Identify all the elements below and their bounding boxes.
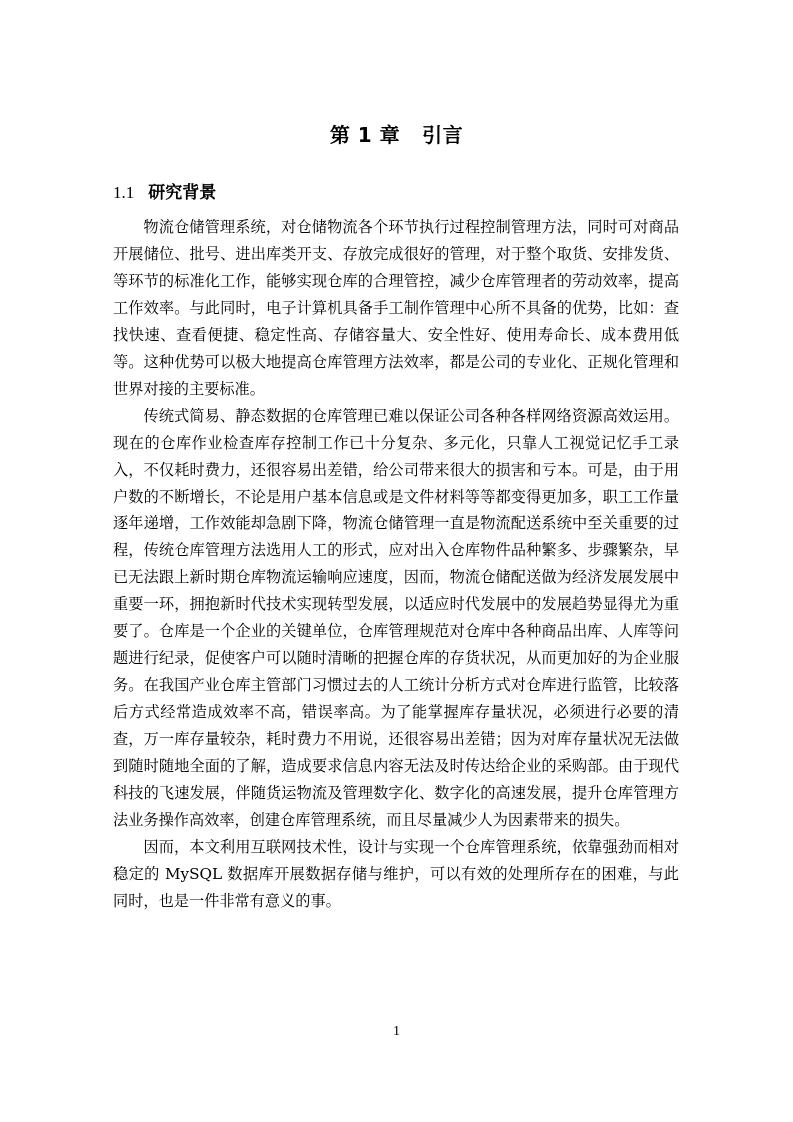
body-text — [113, 214, 679, 915]
paragraph: 传统式简易、静态数据的仓库管理已难以保证公司各种各样网络资源高效运用。现在的仓库作业检查库存控制工作已十分复杂、多元化，只靠人工视觉记忆手工录入，不仅耗时费力，还很容易出差错，给公司带来很大的损害和亏本。可是，由于用户数的不断增长，不论是用户基本信息或是文件材料等等都变得更加多，职工工作量逐年递增，工作效能却急剧下降，物流仓储管理一直是物流配送系统中至关重要的过程，传统仓库管理方法选用人工的形式，应对出入仓库物件品种繁多、步骤繁杂，早已无法跟上新时期仓库物流运输响应速度，因而，物流仓储配送做为经济发展发展中重要一环，拥抱新时代技术实现转型发展，以适应时代发展中的发展趋势显得尤为重要了。仓库是一个企业的关键单位，仓库管理规范对仓库中各种商品出库、人库等问题进行纪录，促使客户可以随时清晰的把握仓库的存货状况，从而更加好的为企业服务。在我国产业仓库主管部门习惯过去的人工统计分析方式对仓库进行监管，比较落后方式经常造成效率不高，错误率高。为了能掌握库存量状况，必须进行必要的清查，万一库存量较杂，耗时费力不用说，还很容易出差错；因为对库存量状况无法做到随时随地全面的了解，造成要求信息内容无法及时传达给企业的采购部。由于现代科技的飞速发展，伴随货运物流及管理数字化、数字化的高速发展，提升仓库管理方法业务操作高效率，创建仓库管理系统，而且尽量减少人为因素带来的损失。 — [113, 406, 679, 829]
page-number: 1 — [393, 1024, 400, 1039]
paragraph: 因而，本文利用互联网技术性，设计与实现一个仓库管理系统，依靠强劲而相对稳定的 MySQL 数据库开展数据存储与维护，可以有效的处理所存在的困难，与此同时，也是一件非常有意义的事。 — [113, 837, 679, 910]
chapter-title — [0, 121, 793, 149]
section-title: 研究背景 — [148, 183, 217, 203]
section-heading — [113, 180, 216, 206]
chapter-name: 引言 — [422, 123, 464, 147]
section-number: 1.1 — [113, 183, 135, 202]
paragraph: 物流仓储管理系统，对仓储物流各个环节执行过程控制管理方法，同时可对商品开展储位、批号、进出库类开支、存放完成很好的管理，对于整个取货、安排发货、等环节的标准化工作，能够实现仓库的合理管控，减少仓库管理者的劳动效率，提高工作效率。与此同时，电子计算机具备手工制作管理中心所不具备的优势，比如：查找快速、查看便捷、稳定性高、存储容量大、安全性好、使用寿命长、成本费用低等。这种优势可以极大地提高仓库管理方法效率，都是公司的专业化、正规化管理和世界对接的主要标准。 — [113, 218, 679, 398]
chapter-label: 第 1 章 — [329, 123, 401, 147]
